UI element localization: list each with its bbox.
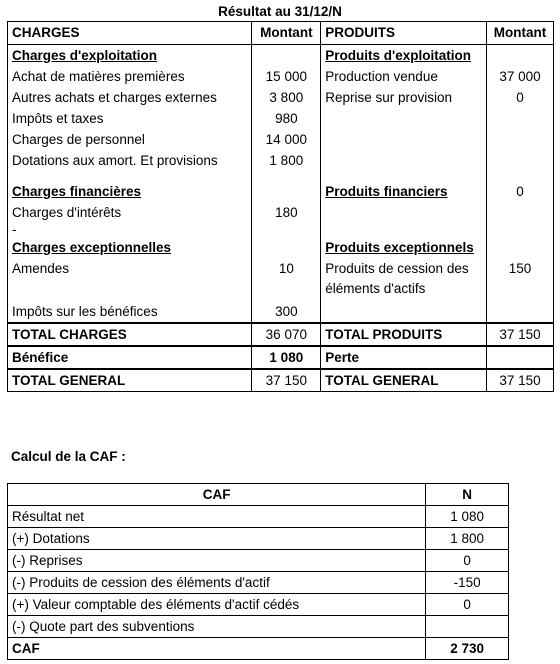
charge-label: Charges d'intérêts [12,204,122,220]
total-produits-label: TOTAL PRODUITS [321,323,487,346]
table-row [8,108,554,129]
table-row [8,202,554,223]
total-general-produits-value: 37 150 [487,369,554,392]
table-row [8,45,554,67]
charge-label: Autres achats et charges externes [12,89,217,105]
charge-label: Amendes [12,261,70,276]
table-row [8,572,509,594]
produits-exceptionnels-heading: Produits exceptionnels [325,239,474,255]
produit-value: 0 [487,87,554,108]
caf-row-value: 1 080 [426,506,509,528]
table-row [8,594,509,616]
caf-header-label: CAF [8,484,426,506]
charge-label: Dotations aux amort. Et provisions [12,152,218,168]
total-charges-value: 36 070 [252,323,321,346]
charges-financieres-heading: Charges financières [12,183,142,199]
header-produits: PRODUITS [321,22,487,45]
table-row [8,237,554,258]
charges-exploitation-heading: Charges d'exploitation [12,47,157,63]
income-statement-table [7,21,554,392]
spacer-row [8,171,554,181]
caf-row-label: Résultat net [8,506,426,528]
income-statement-header-row [8,22,554,45]
total-general-charges-value: 37 150 [252,369,321,392]
charge-value: 14 000 [252,129,321,150]
caf-row-value: -150 [426,572,509,594]
produit-value: 0 [487,181,554,202]
charge-value: 300 [252,301,321,323]
table-row [8,528,509,550]
charge-label: Achat de matières premières [12,68,185,84]
caf-row-value: 1 800 [426,528,509,550]
charge-value: 10 [252,258,321,301]
header-charges: CHARGES [8,22,252,45]
caf-total-row [8,638,509,660]
produit-label: Reprise sur provision [321,87,487,108]
caf-header-value: N [426,484,509,506]
table-row [8,616,509,638]
caf-row-label: (+) Valeur comptable des éléments d'actif cédés [8,594,426,616]
charge-value: 180 [252,202,321,223]
charge-label: Charges de personnel [12,131,145,147]
caf-row-value: 0 [426,550,509,572]
caf-row-label: (-) Reprises [8,550,426,572]
caf-row-value: 0 [426,594,509,616]
charges-exceptionnelles-heading: Charges exceptionnelles [12,239,172,255]
caf-row-label: (-) Quote part des subventions [8,616,426,638]
produits-financiers-heading: Produits financiers [325,183,448,199]
header-montant-produits: Montant [487,22,554,45]
produits-exploitation-heading: Produits d'exploitation [325,47,471,63]
dash-mark: - [12,222,17,237]
charge-value: 3 800 [252,87,321,108]
caf-row-label: (-) Produits de cession des éléments d'actif [8,572,426,594]
produit-label-line2: éléments d'actifs [325,281,426,296]
produit-label [321,258,487,301]
caf-section-title: Calcul de la CAF : [11,449,126,464]
table-row [8,66,554,87]
table-row [8,181,554,202]
charge-value: 15 000 [252,66,321,87]
caf-row-label: (+) Dotations [8,528,426,550]
total-produits-value: 37 150 [487,323,554,346]
produit-value: 37 000 [487,66,554,87]
produit-value: 150 [487,258,554,301]
benefice-value: 1 080 [252,346,321,369]
total-general-row [8,369,554,392]
charge-label: Impôts et taxes [12,110,104,126]
table-row [8,129,554,150]
table-row [8,301,554,323]
total-general-label: TOTAL GENERAL [8,369,252,392]
caf-table [7,483,509,660]
perte-label: Perte [321,346,487,369]
benefice-row [8,346,554,369]
table-row [8,258,554,301]
caf-header-row [8,484,509,506]
charge-label: Impôts sur les bénéfices [12,303,158,319]
caf-total-label: CAF [8,638,426,660]
charge-value: 1 800 [252,150,321,171]
page-title: Résultat au 31/12/N [218,4,342,19]
benefice-label: Bénéfice [8,346,252,369]
caf-row-value [426,616,509,638]
header-montant-charges: Montant [252,22,321,45]
table-row [8,150,554,171]
charge-value: 980 [252,108,321,129]
table-row [8,87,554,108]
produit-label: Production vendue [321,66,487,87]
table-row [8,506,509,528]
perte-value [487,346,554,369]
total-general-produits-label: TOTAL GENERAL [321,369,487,392]
total-charges-row [8,323,554,346]
total-charges-label: TOTAL CHARGES [8,323,252,346]
table-row [8,550,509,572]
table-row [8,223,554,237]
caf-total-value: 2 730 [426,638,509,660]
produit-label-line1: Produits de cession des [325,261,469,276]
